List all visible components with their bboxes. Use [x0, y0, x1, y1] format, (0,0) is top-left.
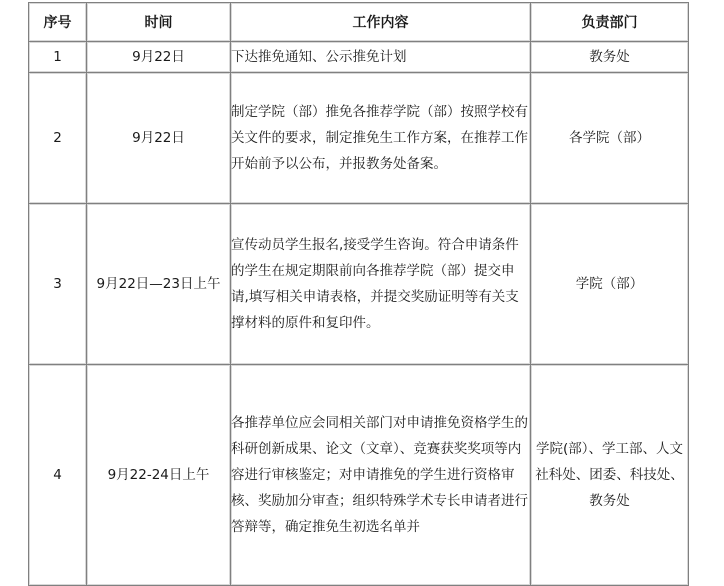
header-responsible-dept: 负责部门 [531, 3, 689, 42]
table-row [29, 365, 689, 586]
header-time: 时间 [87, 3, 231, 42]
row-dept: 学院（部） [531, 204, 689, 365]
row-number: 4 [29, 365, 87, 586]
row-number: 1 [29, 42, 87, 73]
table-header-row [29, 3, 689, 42]
recommendation-schedule-table [28, 2, 689, 586]
table-row [29, 42, 689, 73]
row-time: 9月22-24日上午 [87, 365, 231, 586]
row-content: 宣传动员学生报名,接受学生咨询。符合申请条件的学生在规定期限前向各推荐学院（部）提交申请,填写相关申请表格，并提交奖励证明等有关支撑材料的原件和复印件。 [231, 204, 531, 365]
table-row [29, 204, 689, 365]
row-dept: 学院(部）、学工部、人文社科处、团委、科技处、教务处 [531, 365, 689, 586]
row-number: 3 [29, 204, 87, 365]
row-content: 各推荐单位应会同相关部门对申请推免资格学生的科研创新成果、论文（文章）、竞赛获奖奖项等内容进行审核鉴定；对申请推免的学生进行资格审核、奖励加分审查；组织特殊学术专长申请者进行答辩等，确定推免生初选名单并 [231, 365, 531, 586]
row-time: 9月22日—23日上午 [87, 204, 231, 365]
row-dept: 各学院（部） [531, 73, 689, 204]
table-row [29, 73, 689, 204]
header-work-content: 工作内容 [231, 3, 531, 42]
row-time: 9月22日 [87, 73, 231, 204]
row-content: 下达推免通知、公示推免计划 [231, 42, 531, 73]
row-content: 制定学院（部）推免各推荐学院（部）按照学校有关文件的要求，制定推免生工作方案，在推荐工作开始前予以公布，并报教务处备案。 [231, 73, 531, 204]
row-dept: 教务处 [531, 42, 689, 73]
row-number: 2 [29, 73, 87, 204]
header-number: 序号 [29, 3, 87, 42]
row-time: 9月22日 [87, 42, 231, 73]
